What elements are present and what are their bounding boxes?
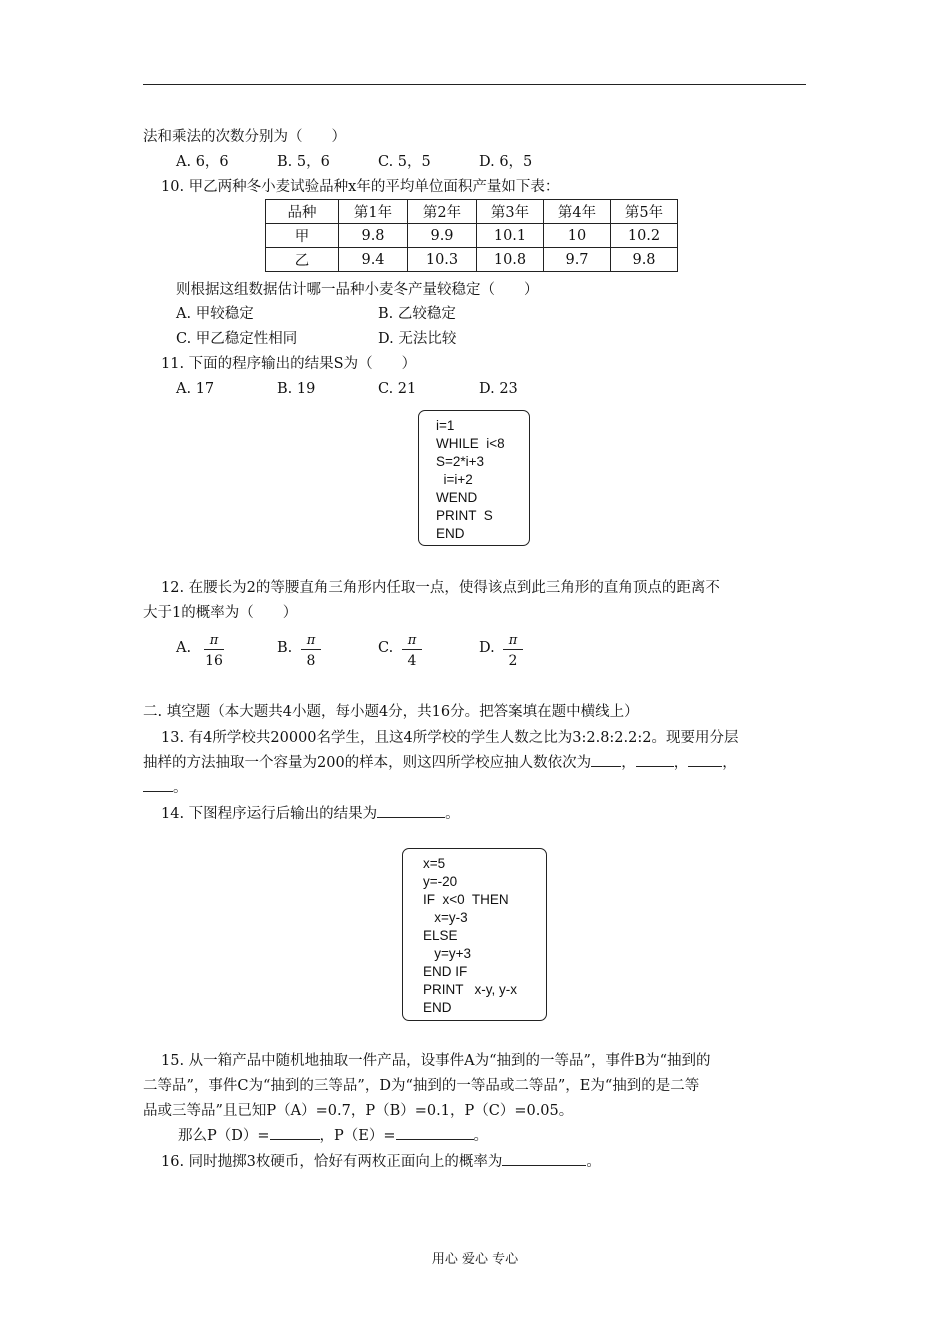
fraction-bar	[204, 649, 224, 650]
fraction-numerator: π	[508, 633, 518, 648]
table-cell: 10.1	[477, 224, 544, 248]
table-header-cell: 品种	[266, 200, 339, 224]
q12-option-a-fraction	[202, 632, 226, 670]
fraction-numerator: π	[306, 633, 316, 648]
q13-stem-line3	[143, 778, 188, 798]
answer-blank[interactable]	[377, 817, 445, 818]
code-line: y=y+3	[423, 946, 472, 961]
table-header-cell: 第4年	[544, 200, 611, 224]
q12-option-d-label: D.	[479, 640, 495, 656]
code-line: WEND	[436, 490, 478, 505]
q9-stem-tail: 法和乘法的次数分别为（ ）	[143, 129, 346, 145]
q10-option-a: A. 甲较稳定	[176, 306, 254, 322]
separator: ，	[722, 755, 737, 771]
period: 。	[445, 806, 460, 822]
q13-stem-line2	[143, 753, 737, 773]
code-line: i=1	[436, 418, 455, 433]
q15-pe-text: ，P（E）=	[319, 1128, 396, 1144]
q9-option-c: C. 5，5	[378, 154, 431, 170]
table-header-cell: 第3年	[477, 200, 544, 224]
answer-blank[interactable]	[396, 1139, 474, 1140]
table-header-row	[266, 200, 678, 224]
q16-stem	[161, 1152, 601, 1172]
q11-option-c: C. 21	[378, 381, 417, 397]
period: 。	[173, 780, 188, 796]
table-row	[266, 224, 678, 248]
q11-option-d: D. 23	[479, 381, 518, 397]
answer-blank[interactable]	[143, 791, 173, 792]
q14-program-box	[402, 848, 547, 1021]
q11-option-a: A. 17	[176, 381, 215, 397]
fraction-bar	[402, 649, 422, 650]
answer-blank[interactable]	[591, 766, 621, 767]
table-cell: 9.7	[544, 248, 611, 272]
q15-pd-text: 那么P（D）=	[178, 1128, 270, 1144]
fraction-bar	[503, 649, 523, 650]
q10-question: 则根据这组数据估计哪一品种小麦冬产量较稳定（ ）	[176, 282, 539, 298]
fraction-denominator: 2	[508, 653, 518, 669]
q14-stem-text: 14. 下图程序运行后输出的结果为	[161, 806, 378, 822]
answer-blank[interactable]	[502, 1165, 586, 1166]
q16-stem-text: 16. 同时抛掷3枚硬币，恰好有两枚正面向上的概率为	[161, 1154, 503, 1170]
q10-option-c: C. 甲乙稳定性相同	[176, 331, 298, 347]
code-line: END	[436, 526, 465, 541]
answer-blank[interactable]	[688, 766, 722, 767]
q12-option-c-label: C.	[378, 640, 394, 656]
q15-stem-line4	[178, 1126, 488, 1146]
q12-stem-line1: 12. 在腰长为2的等腰直角三角形内任取一点，使得该点到此三角形的直角顶点的距离不	[161, 580, 720, 596]
q12-option-d-fraction	[501, 632, 525, 670]
table-cell: 乙	[266, 248, 339, 272]
page-footer: 用心 爱心 专心	[431, 1252, 519, 1267]
q12-option-b-label: B.	[277, 640, 293, 656]
code-line: y=-20	[423, 874, 458, 889]
code-line: PRINT S	[436, 508, 493, 523]
table-cell: 9.4	[339, 248, 408, 272]
fraction-numerator: π	[209, 633, 219, 648]
period: 。	[473, 1128, 489, 1144]
q10-option-d: D. 无法比较	[378, 331, 457, 347]
fraction-numerator: π	[407, 633, 417, 648]
q13-stem-line1: 13. 有4所学校共20000名学生，且这4所学校的学生人数之比为3:2.8:2.2:2。现要用分层	[161, 730, 739, 746]
code-line: END IF	[423, 964, 468, 979]
q11-stem: 11. 下面的程序输出的结果S为（ ）	[161, 356, 417, 372]
q11-program-box	[418, 410, 530, 546]
code-line: END	[423, 1000, 452, 1015]
table-header-cell: 第2年	[408, 200, 477, 224]
table-cell: 9.8	[611, 248, 678, 272]
q11-option-b: B. 19	[277, 381, 316, 397]
table-cell: 10.3	[408, 248, 477, 272]
q15-stem-line2: 二等品”，事件C为“抽到的三等品”，D为“抽到的一等品或二等品”，E为“抽到的是二等	[143, 1078, 700, 1094]
code-line: x=y-3	[423, 910, 468, 925]
table-cell: 9.8	[339, 224, 408, 248]
fraction-denominator: 8	[306, 653, 316, 669]
table-row	[266, 248, 678, 272]
q10-stem: 10. 甲乙两种冬小麦试验品种x年的平均单位面积产量如下表：	[161, 179, 560, 195]
q9-option-d: D. 6，5	[479, 154, 533, 170]
q12-option-c-fraction	[400, 632, 424, 670]
section2-heading: 二. 填空题（本大题共4小题，每小题4分，共16分。把答案填在题中横线上）	[143, 704, 639, 720]
answer-blank[interactable]	[636, 766, 674, 767]
code-line: IF x<0 THEN	[423, 892, 509, 907]
table-cell: 10	[544, 224, 611, 248]
answer-blank[interactable]	[270, 1139, 320, 1140]
fraction-bar	[301, 649, 321, 650]
code-line: PRINT x-y, y-x	[423, 982, 517, 997]
code-line: WHILE i<8	[436, 436, 505, 451]
table-cell: 10.8	[477, 248, 544, 272]
code-line: ELSE	[423, 928, 458, 943]
fraction-denominator: 16	[205, 653, 223, 669]
fraction-denominator: 4	[407, 653, 417, 669]
q12-stem-line2: 大于1的概率为（ ）	[143, 605, 298, 621]
q9-option-b: B. 5，6	[277, 154, 330, 170]
q13-stem-text: 抽样的方法抽取一个容量为200的样本，则这四所学校应抽人数依次为	[143, 755, 592, 771]
table-cell: 9.9	[408, 224, 477, 248]
q15-stem-line3: 品或三等品”且已知P（A）=0.7，P（B）=0.1，P（C）=0.05。	[143, 1103, 574, 1119]
q10-option-b: B. 乙较稳定	[378, 306, 456, 322]
table-cell: 甲	[266, 224, 339, 248]
period: 。	[586, 1154, 601, 1170]
separator: ，	[621, 755, 636, 771]
q12-option-b-fraction	[299, 632, 323, 670]
q15-stem-line1: 15. 从一箱产品中随机地抽取一件产品，设事件A为“抽到的一等品”，事件B为“抽到的	[161, 1053, 711, 1069]
table-header-cell: 第1年	[339, 200, 408, 224]
table-cell: 10.2	[611, 224, 678, 248]
header-rule	[143, 84, 806, 85]
yield-table	[265, 199, 678, 272]
code-line: S=2*i+3	[436, 454, 485, 469]
q9-option-a: A. 6，6	[176, 154, 229, 170]
q14-stem	[161, 804, 460, 824]
separator: ，	[673, 755, 689, 771]
table-header-cell: 第5年	[611, 200, 678, 224]
q12-option-a-label: A.	[176, 640, 192, 656]
code-line: x=5	[423, 856, 446, 871]
code-line: i=i+2	[436, 472, 473, 487]
